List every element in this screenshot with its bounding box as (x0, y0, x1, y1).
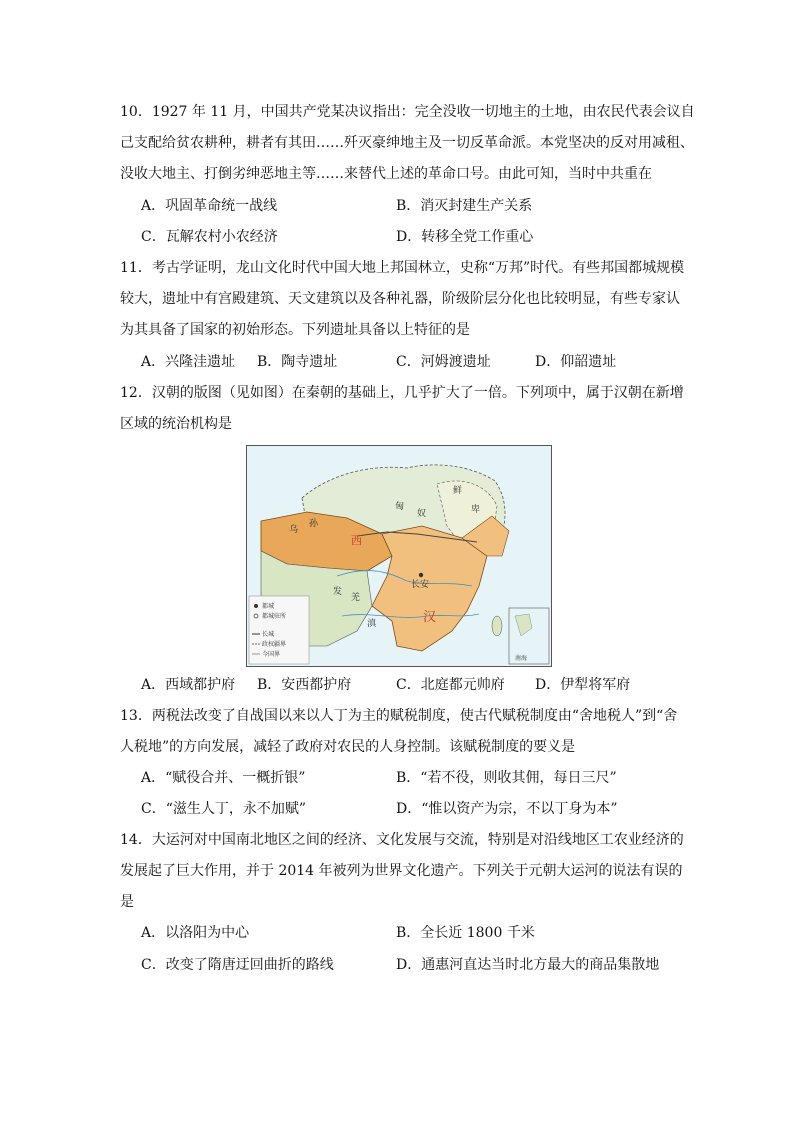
label-wusun-2: 孙 (309, 519, 319, 529)
question-12-line-2: 区域的统治机构是 (120, 416, 232, 432)
question-11-option-b: B．陶寺遗址 (257, 354, 338, 370)
legend-capital: 都城 (262, 603, 275, 610)
question-12-option-b: B．安西都护府 (257, 677, 352, 693)
legend-regime-boundary: 政权疆界 (262, 641, 287, 648)
question-13-option-c: C．“滋生人丁，永不加赋” (141, 801, 307, 817)
question-14-option-d: D．通惠河直达当时北方最大的商品集散地 (396, 957, 660, 973)
label-nanhai: 南海 (515, 655, 528, 662)
question-10-option-d: D．转移全党工作重心 (396, 229, 534, 245)
question-14-option-c: C．改变了隋唐迂回曲折的路线 (141, 957, 334, 973)
question-13-option-b: B．“若不役，则收其佣，每日三尺” (396, 770, 617, 786)
label-qiang: 羌 (351, 593, 361, 603)
label-xi: 西 (351, 534, 362, 547)
question-13-line-1: 13．两税法改变了自战国以来以人丁为主的赋税制度，使古代赋税制度由“舍地税人”到“舍 (120, 708, 678, 724)
question-13-option-d: D．“惟以资产为宗，不以丁身为本” (396, 801, 618, 817)
label-xiongnu-2: 奴 (417, 509, 427, 519)
label-dian: 滇 (367, 619, 377, 629)
question-13-line-2: 人税地”的方向发展，减轻了政府对农民的人身控制。该赋税制度的要义是 (120, 739, 576, 755)
legend-capital-seat: 都城驻所 (262, 613, 287, 620)
question-10-option-b: B．消灭封建生产关系 (396, 198, 533, 214)
question-11-line-1: 11．考古学证明，龙山文化时代中国大地上邦国林立，史称“万邦”时代。有些邦国都城规模 (120, 260, 685, 276)
label-changan: 长安 (411, 580, 430, 590)
question-14-option-a: A．以洛阳为中心 (141, 925, 250, 941)
question-13-option-a: A．“赋役合并、一概折银” (141, 770, 306, 786)
question-12-option-d: D．伊犁将军府 (535, 677, 631, 693)
question-10-line-2: 己支配给贫农耕种，耕者有其田……歼灭豪绅地主及一切反革命派。本党坚决的反对用减租、 (120, 135, 694, 151)
question-12-line-1: 12．汉朝的版图（见如图）在秦朝的基础上，几乎扩大了一倍。下列项中，属于汉朝在新增 (120, 385, 684, 401)
question-10-option-a: A．巩固革命统一战线 (141, 198, 278, 214)
question-11-line-3: 为其具备了国家的初始形态。下列遗址具备以上特征的是 (120, 322, 470, 338)
question-14-line-2: 发展起了巨大作用，并于 2014 年被列为世界文化遗产。下列关于元朝大运河的说法有误的 (120, 863, 683, 879)
question-14-line-3: 是 (120, 894, 134, 910)
label-xiongnu-1: 匈 (395, 502, 405, 512)
label-xianbei-2: 卑 (471, 505, 481, 515)
label-fa: 发 (333, 587, 343, 597)
question-11-line-2: 较大，遗址中有宫殿建筑、天文建筑以及各种礼器，阶级阶层分化也比较明显，有些专家认 (120, 291, 680, 307)
han-dynasty-territory-map (246, 445, 552, 667)
question-12-option-c: C．北庭都元帅府 (396, 677, 505, 693)
legend-great-wall: 长城 (262, 631, 275, 638)
south-sea-inset (509, 608, 549, 664)
question-14-option-b: B．全长近 1800 千米 (396, 925, 535, 941)
question-14-line-1: 14．大运河对中国南北地区之间的经济、文化发展与交流，特别是对沿线地区工农业经济的 (120, 832, 684, 848)
question-10-option-c: C．瓦解农村小农经济 (141, 229, 278, 245)
question-12-option-a: A．西域都护府 (141, 677, 236, 693)
label-xianbei-1: 鲜 (453, 486, 463, 496)
question-11-option-c: C．河姆渡遗址 (396, 354, 491, 370)
question-10-line-3: 没收大地主、打倒劣绅恶地主等……来替代上述的革命口号。由此可知，当时中共重在 (120, 166, 652, 182)
legend-modern-border: 今国界 (262, 651, 281, 658)
map-legend (249, 596, 309, 664)
label-wusun-1: 乌 (289, 525, 299, 535)
changan-capital-marker (419, 573, 423, 577)
question-10-line-1: 10．1927 年 11 月，中国共产党某决议指出：完全没收一切地主的土地，由农民代表会议自 (120, 104, 695, 120)
label-han: 汉 (423, 610, 437, 625)
question-11-option-d: D．仰韶遗址 (535, 354, 617, 370)
question-11-option-a: A．兴隆洼遗址 (141, 354, 236, 370)
